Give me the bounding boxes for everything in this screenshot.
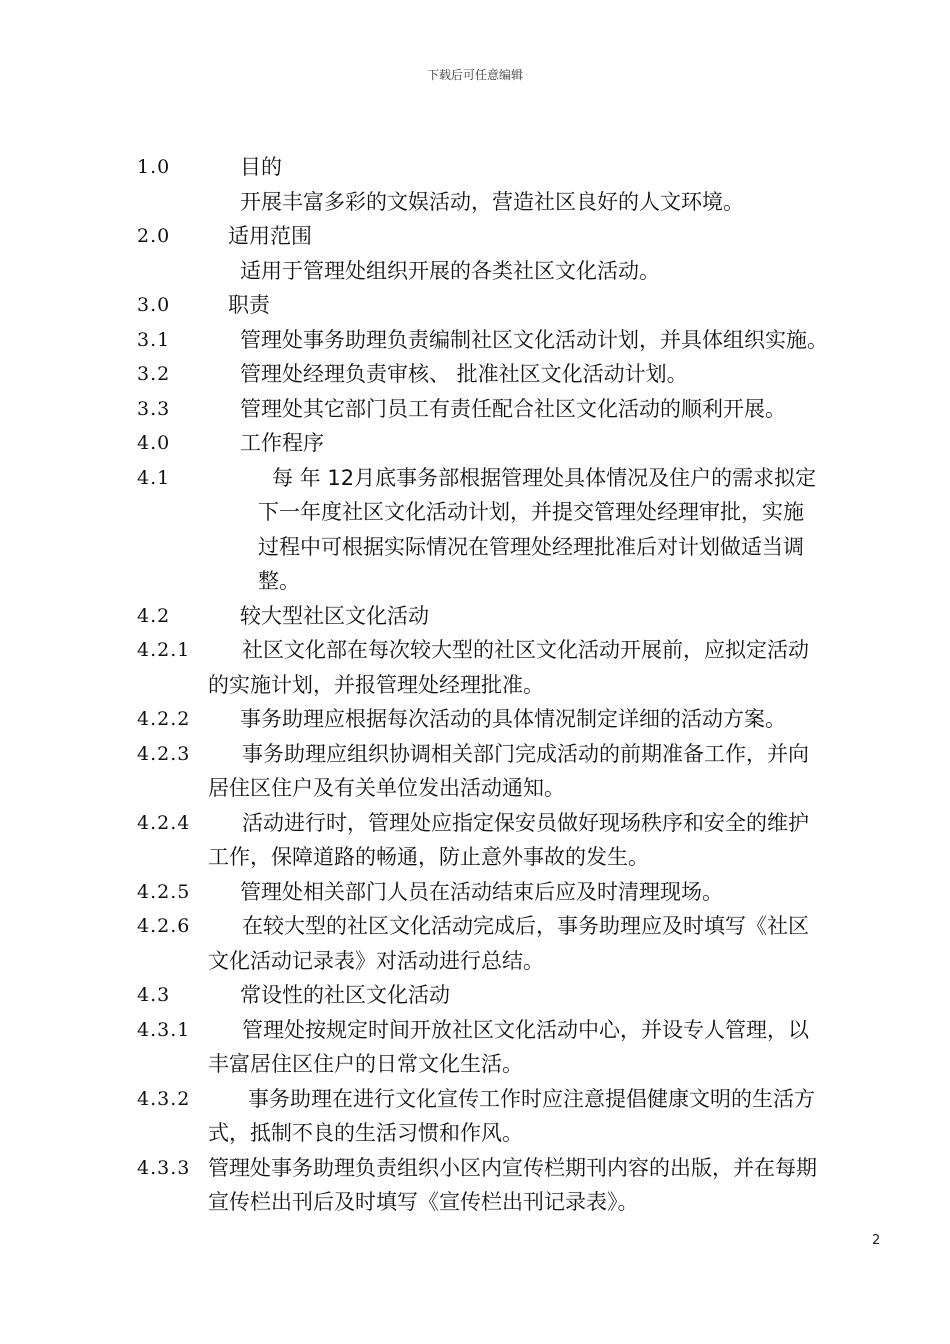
section-number: 4.2.1 bbox=[137, 639, 191, 661]
section-row bbox=[0, 495, 950, 530]
section-text: 事务助理应组织协调相关部门完成活动的前期准备工作，并向 bbox=[242, 741, 809, 766]
page-header: 下载后可任意编辑 bbox=[426, 68, 523, 82]
section-row bbox=[0, 1013, 950, 1048]
section-text: 整。 bbox=[258, 569, 300, 593]
section-row bbox=[0, 1116, 950, 1151]
section-text: 文化活动记录表》对活动进行总结。 bbox=[208, 948, 544, 973]
section-number: 4.2.3 bbox=[137, 742, 191, 765]
section-text: 工作程序 bbox=[240, 431, 324, 455]
section-text: 活动进行时，管理处应指定保安员做好现场秩序和安全的维护 bbox=[242, 810, 809, 835]
section-text: 的实施计划，并报管理处经理批准。 bbox=[208, 672, 544, 697]
section-row bbox=[0, 668, 950, 703]
section-row bbox=[0, 1151, 950, 1186]
section-number: 4.3.3 bbox=[137, 1156, 191, 1179]
section-row bbox=[0, 633, 950, 668]
section-text: 每 年 12月底事务部根据管理处具体情况及住户的需求拟定 bbox=[272, 465, 817, 490]
section-number: 3.1 bbox=[137, 328, 171, 351]
section-text: 适用范围 bbox=[228, 224, 312, 248]
section-row bbox=[0, 530, 950, 565]
section-row bbox=[0, 185, 950, 220]
section-row bbox=[0, 323, 950, 358]
section-number: 4.3.2 bbox=[137, 1087, 191, 1110]
section-row bbox=[0, 357, 950, 392]
section-number: 1.0 bbox=[137, 156, 171, 178]
section-text: 职责 bbox=[228, 293, 270, 317]
section-number: 2.0 bbox=[137, 225, 171, 247]
section-row bbox=[0, 461, 950, 496]
section-text: 工作，保障道路的畅通，防止意外事故的发生。 bbox=[208, 845, 649, 869]
section-number: 4.3.1 bbox=[137, 1018, 191, 1041]
section-text: 下一年度社区文化活动计划，并提交管理处经理审批，实施 bbox=[258, 500, 804, 524]
section-text: 在较大型的社区文化活动完成后，事务助理应及时填写《社区 bbox=[242, 914, 809, 938]
section-row bbox=[0, 254, 950, 289]
section-text: 较大型社区文化活动 bbox=[240, 603, 429, 628]
section-text: 丰富居住区住户的日常文化生活。 bbox=[208, 1052, 523, 1076]
section-row bbox=[0, 944, 950, 979]
section-number: 4.2.2 bbox=[137, 708, 191, 730]
section-number: 4.2 bbox=[137, 604, 171, 627]
section-number: 3.3 bbox=[137, 397, 171, 420]
section-text: 管理处事务助理负责组织小区内宣传栏期刊内容的出版，并在每期 bbox=[208, 1155, 817, 1180]
section-number: 3.0 bbox=[137, 294, 171, 316]
section-row bbox=[0, 1185, 950, 1220]
section-number: 4.2.5 bbox=[137, 880, 191, 903]
section-text: 目的 bbox=[240, 155, 282, 179]
section-row bbox=[0, 840, 950, 875]
section-row bbox=[0, 599, 950, 634]
section-number: 4.3 bbox=[137, 984, 171, 1006]
section-number: 3.2 bbox=[137, 363, 171, 385]
section-text: 宣传栏出刊后及时填写《宣传栏出刊记录表》。 bbox=[208, 1190, 639, 1214]
section-row bbox=[0, 806, 950, 841]
section-text: 管理处经理负责审核、 批准社区文化活动计划。 bbox=[240, 362, 688, 386]
section-text: 社区文化部在每次较大型的社区文化活动开展前，应拟定活动 bbox=[242, 638, 809, 662]
section-text: 居住区住户及有关单位发出活动通知。 bbox=[208, 776, 565, 800]
section-text: 开展丰富多彩的文娱活动，营造社区良好的人文环境。 bbox=[240, 189, 744, 214]
section-row bbox=[0, 909, 950, 944]
section-row bbox=[0, 1082, 950, 1117]
section-row bbox=[0, 564, 950, 599]
section-row bbox=[0, 737, 950, 772]
section-row bbox=[0, 392, 950, 427]
section-row bbox=[0, 150, 950, 185]
section-text: 管理处按规定时间开放社区文化活动中心，并设专人管理，以 bbox=[242, 1017, 809, 1042]
section-row bbox=[0, 978, 950, 1013]
section-row bbox=[0, 219, 950, 254]
section-row bbox=[0, 771, 950, 806]
section-row bbox=[0, 702, 950, 737]
section-row bbox=[0, 875, 950, 910]
section-text: 事务助理应根据每次活动的具体情况制定详细的活动方案。 bbox=[240, 707, 786, 731]
section-text: 事务助理在进行文化宣传工作时应注意提倡健康文明的生活方 bbox=[248, 1086, 815, 1111]
section-row bbox=[0, 288, 950, 323]
section-number: 4.0 bbox=[137, 432, 171, 454]
page-number: 2 bbox=[872, 1233, 881, 1248]
section-number: 4.1 bbox=[137, 466, 171, 489]
section-text: 管理处相关部门人员在活动结束后应及时清理现场。 bbox=[240, 879, 723, 904]
document-body bbox=[0, 150, 950, 1220]
section-text: 常设性的社区文化活动 bbox=[240, 983, 450, 1007]
section-text: 管理处其它部门员工有责任配合社区文化活动的顺利开展。 bbox=[240, 396, 786, 421]
section-number: 4.2.4 bbox=[137, 811, 191, 834]
section-row bbox=[0, 426, 950, 461]
section-row bbox=[0, 1047, 950, 1082]
section-text: 适用于管理处组织开展的各类社区文化活动。 bbox=[240, 258, 660, 283]
section-number: 4.2.6 bbox=[137, 915, 191, 937]
section-text: 管理处事务助理负责编制社区文化活动计划，并具体组织实施。 bbox=[240, 327, 828, 352]
section-text: 式，抵制不良的生活习惯和作风。 bbox=[208, 1121, 523, 1145]
section-text: 过程中可根据实际情况在管理处经理批准后对计划做适当调 bbox=[258, 534, 804, 559]
